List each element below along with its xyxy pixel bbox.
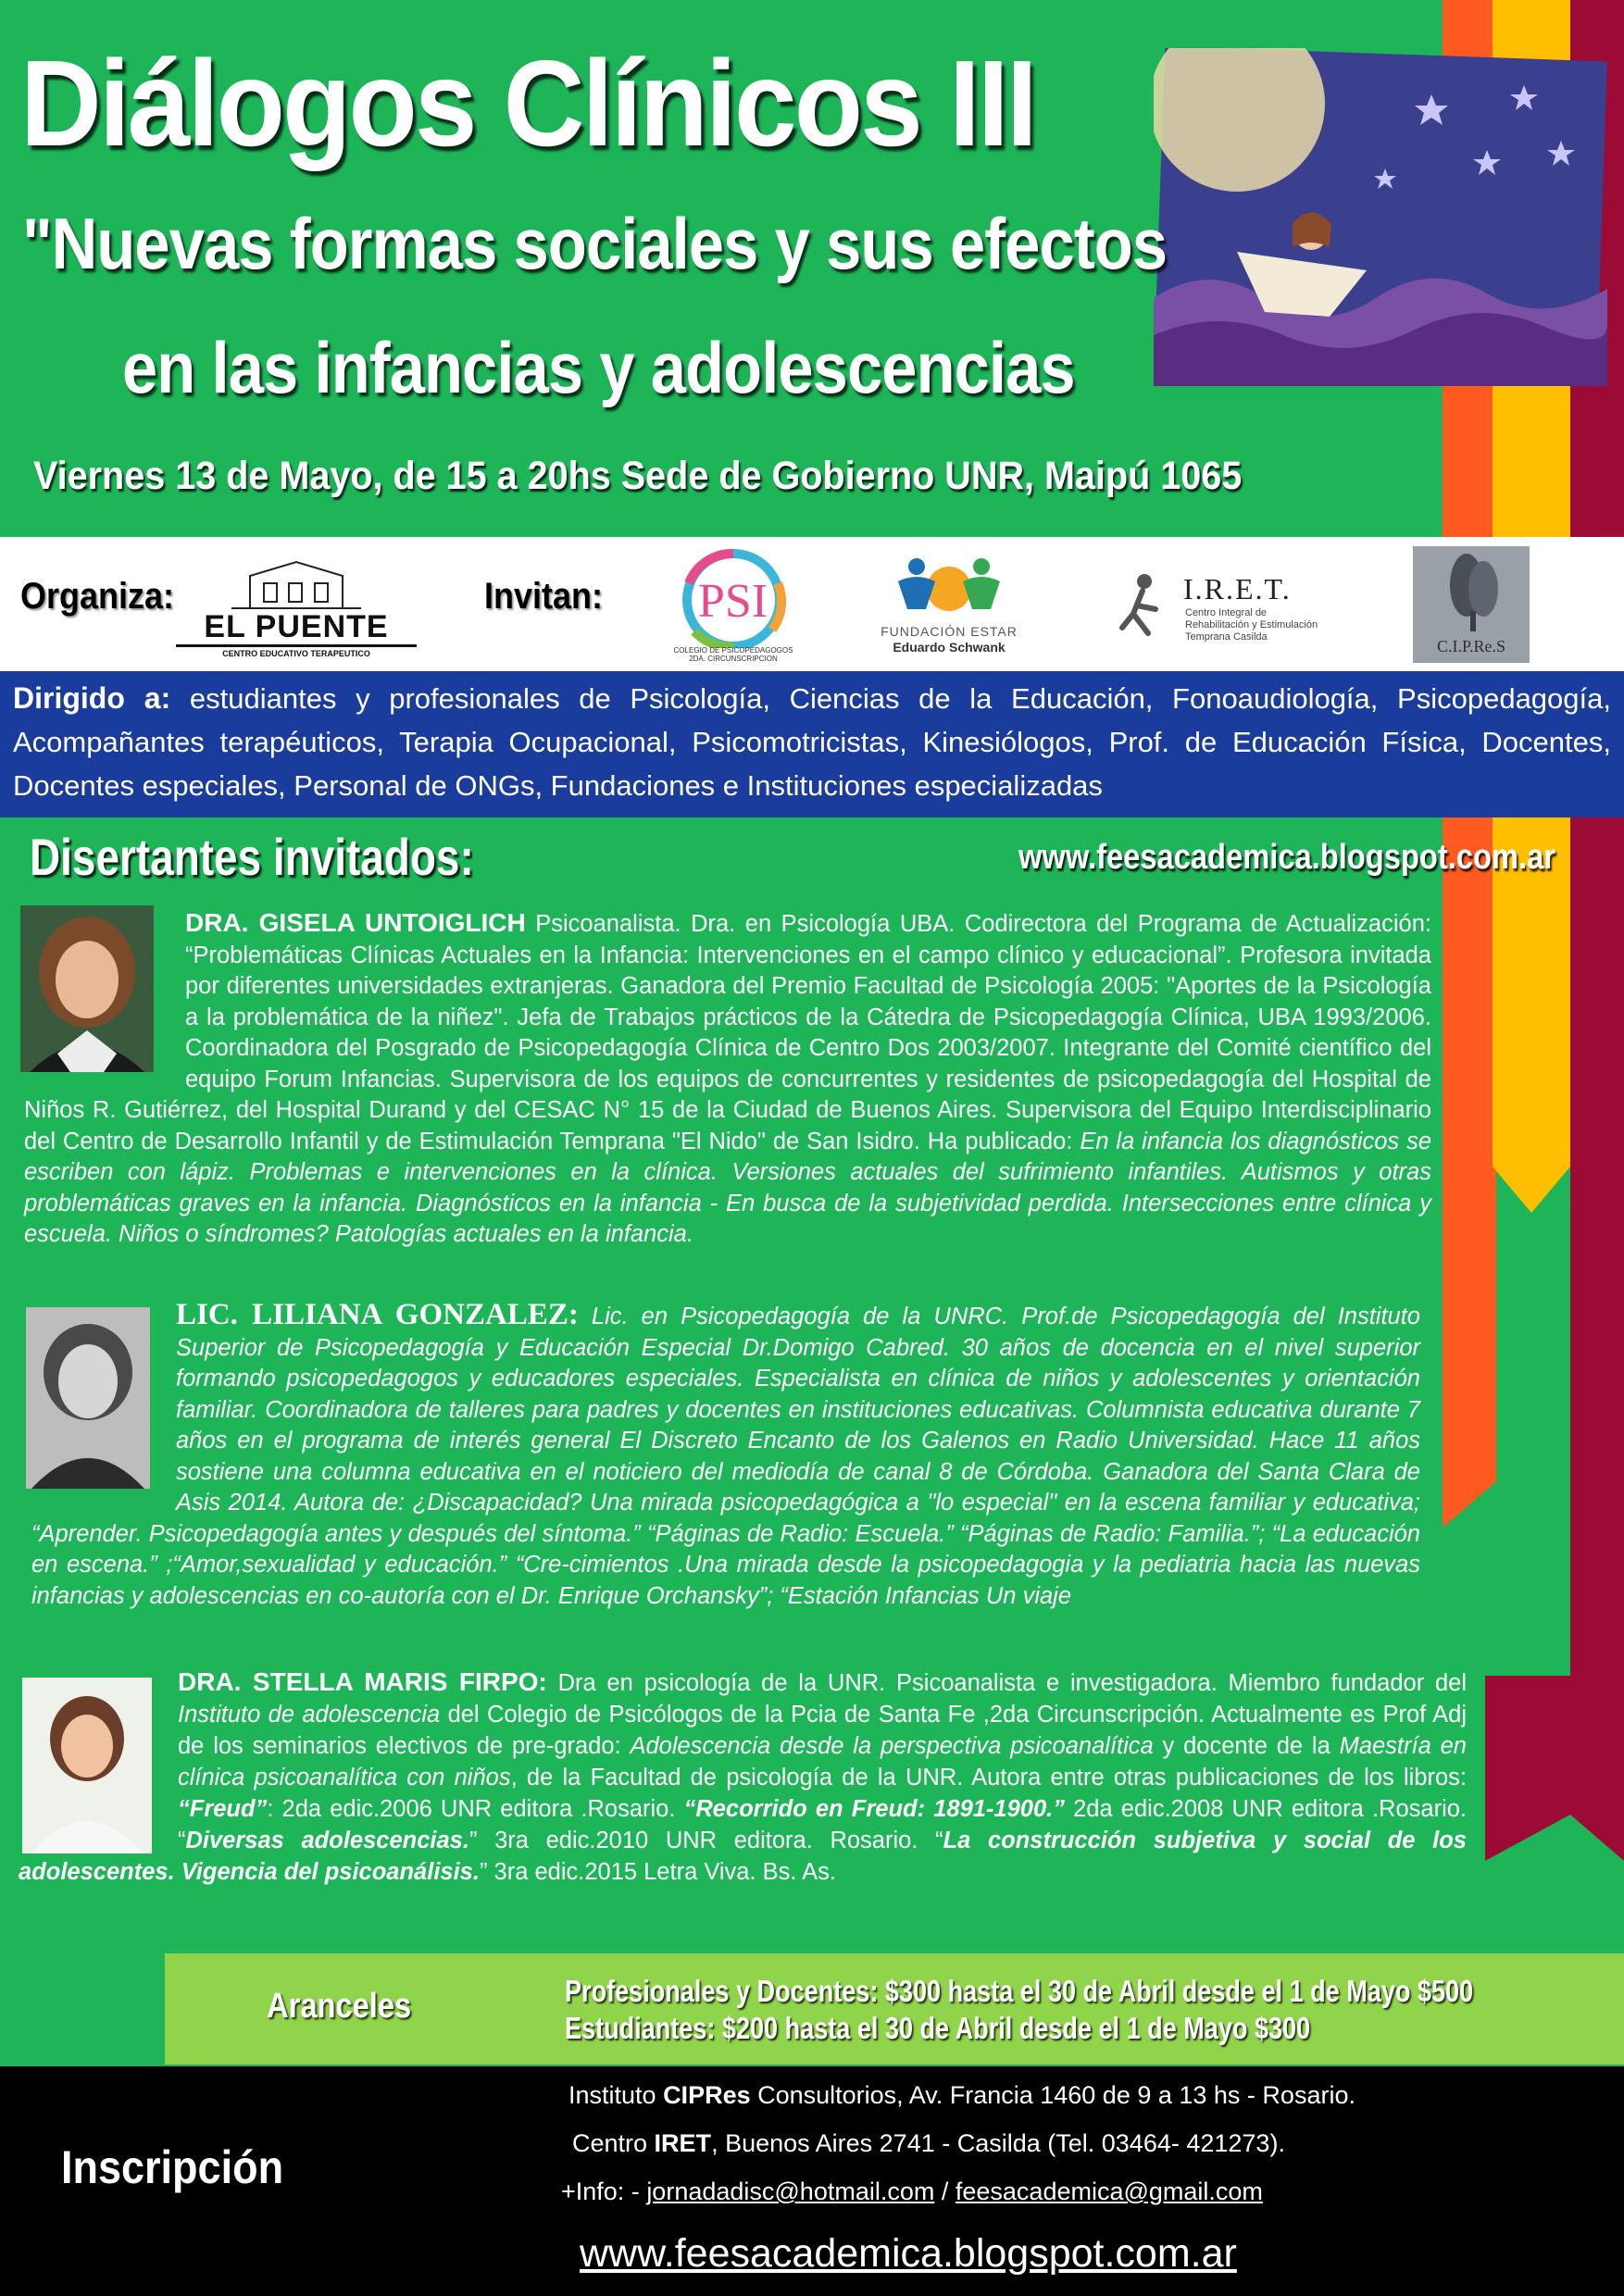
l1-post: Consultorios, Av. Francia 1460 de 9 a 13 hs - Rosario. [750,2081,1355,2109]
speaker-2-photo-spacer [31,1300,176,1491]
iret-name: I.R.E.T. [1183,572,1292,605]
speaker-3-italic-2: Adolescencia desde la perspectiva psicoanalítica [630,1733,1154,1759]
speaker-2-text: Lic. en Psicopedagogía de la UNRC. Prof.de Psicopedagogía del Instituto Superior de Psicopedagogía y Educación Especial Dr.Domigo Cabred. 30 años de docencia en el nivel superior formando psicopedagogos y educadores especiales. Especialista en clínica de niños y adolescentes y orientación familiar. Coordinadora de talleres para padres y docentes en instituciones educativas. Columnista educativa durante 7 años en el programa de interés general El Discreto Encanto de los Galenos en Radio Universidad. Hace 11 años sostiene una columna educativa en el noticiero del mediodía de canal 8 de Córdoba. Ganadora del Santa Clara de Asis 2014. Autora de: ¿Discapacidad? Una mirada psicopedagógica a "lo especial" en la escena familiar y educativa; “Aprender. Psicopedagogía antes y después del síntoma.” “Páginas de Radio: Escuela.” “Páginas de Radio: Familia.”; “La educación en escena.” ;“Amor,sexualidad y educación.” “Cre-cimientos .Una mirada desde la psicopedagogia y la pediatria hacia las nuevas infancias y adolescencias en co-autoría con el Dr. Enrique Orchansky”; “Estación Infancias Un viaje [31,1304,1420,1609]
speaker-3-text-6: 2da edic.2008 UNR editora .Rosario. “ [178,1796,1468,1853]
cipres-logo [1413,546,1530,663]
subtitle-line-2: en las infancias y adolescencias [122,327,1075,408]
fundacion-estar-logo [870,554,1028,655]
registration-line-info [561,2177,1263,2206]
cipres-name: C.I.P.Re.S [1436,637,1506,655]
website-link-bottom-text[interactable]: www.feesacademica.blogspot.com.ar [580,2231,1237,2276]
registration-line-cipres [568,2081,1355,2110]
organiza-label: Organiza: [20,576,175,617]
speaker-1-bio [24,907,1431,1251]
speakers-heading: Disertantes invitados: [30,828,474,886]
colegio-logo-subtitle: COLEGIO DE PSICOPEDAGOGOS 2DA. CIRCUNSCRIPCION [673,646,793,663]
colegio-psicopedagogos-logo [652,546,814,665]
fees-professionals: Profesionales y Docentes: $300 hasta el 30 de Abril desde el 1 de Mayo $500 [565,1974,1474,2008]
dirigido-text: estudiantes y profesionales de Psicología, Ciencias de la Educación, Fonoaudiología, Psicopedagogía, Acompañantes terapéuticos, Terapia Ocupacional, Psicomotricistas, Kinesiólogos, Prof. de Educación Física, Docentes, Docentes especiales, Personal de ONGs, Fundaciones e Instituciones especializadas [13,682,1611,802]
l1-bold: CIPRes [663,2081,751,2109]
cipres-tree-icon [1413,546,1530,639]
event-date-location: Viernes 13 de Mayo, de 15 a 20hs Sede de Gobierno UNR, Maipú 1065 [33,454,1243,498]
l2-bold: IRET [654,2129,712,2157]
logos-strip [0,537,1624,671]
speaker-3-book-3: Diversas adolescencias. [185,1828,469,1853]
iret-sub-1: Centro Integral de [1185,607,1268,618]
website-link-top[interactable]: www.feesacademica.blogspot.com.ar [1018,838,1555,877]
subtitle-line-1: "Nuevas formas sociales y sus efectos [22,203,1168,284]
speaker-3-bio [19,1666,1467,1888]
l2-pre: Centro [572,2129,655,2157]
speaker-2-name: LIC. LILIANA GONZALEZ: [176,1298,579,1331]
speaker-3-text-8: ” 3ra edic.2015 Letra Viva. Bs. As. [479,1859,837,1885]
page-title: Diálogos Clínicos III [20,35,1035,171]
dirigido-label: Dirigido a: [13,681,171,715]
speaker-3-text-4: , de la Facultad de psicología de la UNR. Autora entre otras publicaciones de los libros: [510,1765,1467,1791]
speaker-1-name: DRA. GISELA UNTOIGLICH [185,908,526,937]
el-puente-logo [176,557,417,659]
speaker-3-text-7: ” 3ra edic.2010 UNR editora. Rosario. “ [468,1828,943,1853]
fees-students: Estudiantes: $200 hasta el 30 de Abril desde el 1 de Mayo $300 [565,2011,1311,2045]
fees-label: Aranceles [267,1987,412,2026]
iret-figure-icon [1115,572,1168,637]
iret-subtitle [1185,607,1318,643]
el-puente-subtitle: CENTRO EDUCATIVO TERAPEUTICO [176,644,417,658]
email-separator: / [934,2177,956,2205]
email-link-gmail[interactable]: feesacademica@gmail.com [955,2177,1263,2205]
el-puente-building-icon [176,557,417,613]
night-sea-illustration [1154,48,1607,386]
iret-sub-3: Temprana Casilda [1185,631,1268,643]
speaker-2-bio [31,1300,1420,1612]
speaker-3-text-5: : 2da edic.2006 UNR editora .Rosario. [267,1796,684,1822]
colegio-logo-text: PSI [697,575,768,628]
speaker-3-book-1: “Freud” [178,1796,268,1822]
fundacion-line-1: FUNDACIÓN ESTAR [881,624,1018,639]
speaker-3-text-3: y docente de la [1153,1733,1340,1759]
iret-sub-2: Rehabilitación y Estimulación [1185,619,1318,630]
speaker-1-text: Psicoanalista. Dra. en Psicología UBA. Codirectora del Programa de Actualización: “Problemáticas Clínicas Actuales en la Infancia: Intervenciones en el campo clínico y educacional”. Profesora invitada por diferentes universidades extranjeras. Ganadora del Premio Facultad de Psicología 2005: "Aportes de la Psicología a la problemática de la niñez". Jefa de Trabajos prácticos de la Cátedra de Psicopedagogía Clínica, UBA 1993/2006. Coordinadora del Posgrado de Psicopedagogía Clínica de Centro Dos 2003/2007. Integrante del Comité científico del equipo Forum Infancias. Supervisora de los equipos de concurrentes y residentes de psicopedagogía del Hospital de Niños R. Gutiérrez, del Hospital Durand y del CESAC N° 15 de la Ciudad de Buenos Aires. Supervisora del Equipo Interdisciplinario del Centro de Desarrollo Infantil y de Estimulación Temprana "El Nido" de San Isidro. Ha publicado: [24,911,1431,1154]
speaker-3-photo-spacer [19,1666,178,1852]
speaker-3-italic-3: Maestría en clínica psicoanalítica con niños [178,1733,1467,1791]
speaker-3-name: DRA. STELLA MARIS FIRPO: [178,1667,547,1696]
fees-band [165,1953,1624,2065]
registration-line-iret [572,2129,1285,2158]
speaker-1-publications: En la infancia los diagnósticos se escriben con lápiz. Problemas e intervenciones en la clínica. Versiones actuales del sufrimiento infantiles. Autismos y otras problemáticas graves en la infancia. Diagnósticos en la infancia - En busca de la subjetividad perdida. Intersecciones entre clínica y escuela. Niños o síndromes? Patologías actuales en la infancia. [24,1128,1432,1247]
el-puente-name: EL PUENTE [204,609,389,644]
speaker-3-text-1: Dra en psicología de la UNR. Psicoanalista e investigadora. Miembro fundador del [546,1670,1467,1696]
registration-footer [0,2066,1624,2296]
fundacion-people-icon [870,554,1028,618]
registration-label: Inscripción [61,2141,284,2193]
speaker-3-italic-1: Instituto de adolescencia [178,1702,441,1728]
speaker-3-text-2: del Colegio de Psicólogos de la Pcia de Santa Fe ,2da Circunscripción. Actualmente es Prof Adj de los seminarios electivos de pre-grado: [178,1702,1468,1759]
l2-post: , Buenos Aires 2741 - Casilda (Tel. 03464- 421273). [711,2129,1285,2157]
speaker-1-photo-spacer [24,907,185,1092]
speaker-3-book-4: La construcción subjetiva y social de los adolescentes. Vigencia del psicoanálisis. [19,1828,1467,1885]
speaker-3-book-2: “Recorrido en Freud: 1891-1900.” [683,1796,1065,1822]
email-link-hotmail[interactable]: jornadadisc@hotmail.com [646,2177,935,2205]
target-audience-band [0,671,1624,817]
iret-logo [1115,572,1328,655]
website-link-bottom[interactable] [580,2231,1237,2277]
l3-pre: +Info: - [561,2177,647,2205]
invitan-label: Invitan: [484,576,604,617]
fundacion-line-2: Eduardo Schwank [893,640,1006,655]
l1-pre: Instituto [568,2081,664,2109]
